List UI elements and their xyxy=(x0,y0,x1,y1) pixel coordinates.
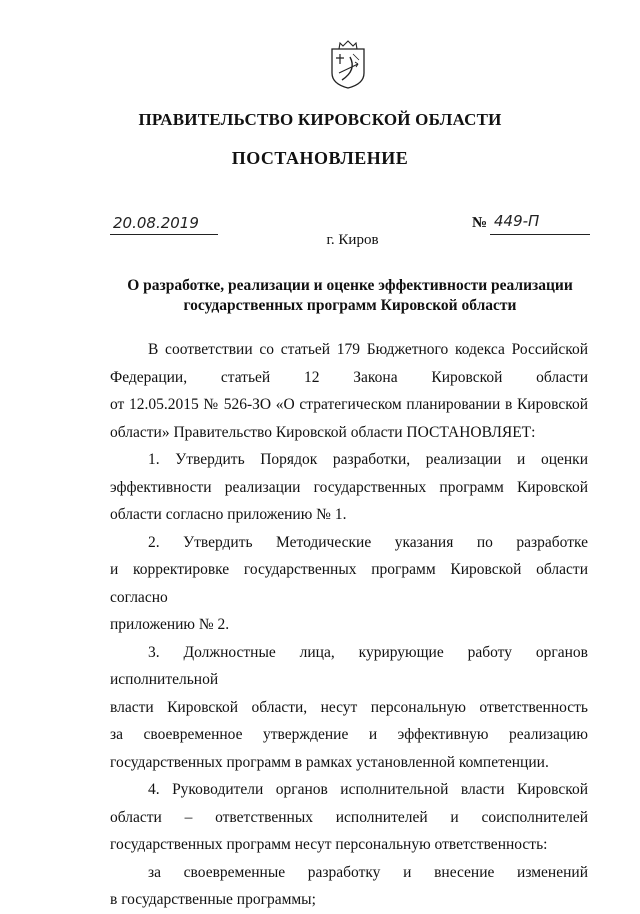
body-line: приложению № 2. xyxy=(110,616,230,633)
body-line: государственных программ несут персональную ответственность: xyxy=(110,836,548,853)
body-line: 2. Утвердить Методические указания по разработке xyxy=(148,533,588,551)
decree-number: 449-П xyxy=(494,212,540,230)
body-line: в государственные программы; xyxy=(110,891,316,908)
body-line: власти Кировской области, несут персональную ответственность xyxy=(110,698,588,716)
body-line: области» Правительство Кировской области ПОСТАНОВЛЯЕТ: xyxy=(110,423,536,441)
decree-subject xyxy=(120,276,580,316)
body-line: за своевременное утверждение и эффективную реализацию xyxy=(110,726,588,743)
body-line: эффективности реализации государственных программ Кировской xyxy=(110,478,588,496)
subject-line: государственных программ Кировской области xyxy=(183,297,517,314)
body-line: от 12.05.2015 № 526-ЗО «О стратегическом планировании в Кировской xyxy=(110,396,588,413)
body-line: области согласно приложению № 1. xyxy=(110,506,347,523)
body-line: государственных программ в рамках установленной компетенции. xyxy=(110,753,549,771)
coat-of-arms-icon xyxy=(329,40,367,90)
government-title: ПРАВИТЕЛЬСТВО КИРОВСКОЙ ОБЛАСТИ xyxy=(138,110,502,129)
body-line: области – ответственных исполнителей и соисполнителей xyxy=(110,808,588,826)
document-type: ПОСТАНОВЛЕНИЕ xyxy=(231,148,409,168)
city: г. Киров xyxy=(326,232,379,248)
number-label: № xyxy=(472,215,488,231)
body-line: В соответствии со статьей 179 Бюджетного кодекса Российской xyxy=(148,341,588,358)
body-line: 1. Утвердить Порядок разработки, реализации и оценки xyxy=(148,451,588,468)
body-line: 3. Должностные лица, курирующие работу органов исполнительной xyxy=(110,643,588,688)
decree-date: 20.08.2019 xyxy=(113,214,199,232)
body-line: 4. Руководители органов исполнительной власти Кировской xyxy=(148,781,588,798)
subject-line: О разработке, реализации и оценке эффективности реализации xyxy=(127,277,573,294)
body-line: Федерации, статьей 12 Закона Кировской области xyxy=(110,368,588,386)
decree-body xyxy=(110,336,588,914)
body-line: и корректировке государственных программ Кировской области согласно xyxy=(110,561,588,606)
body-line: за своевременные разработку и внесение изменений xyxy=(148,863,588,881)
